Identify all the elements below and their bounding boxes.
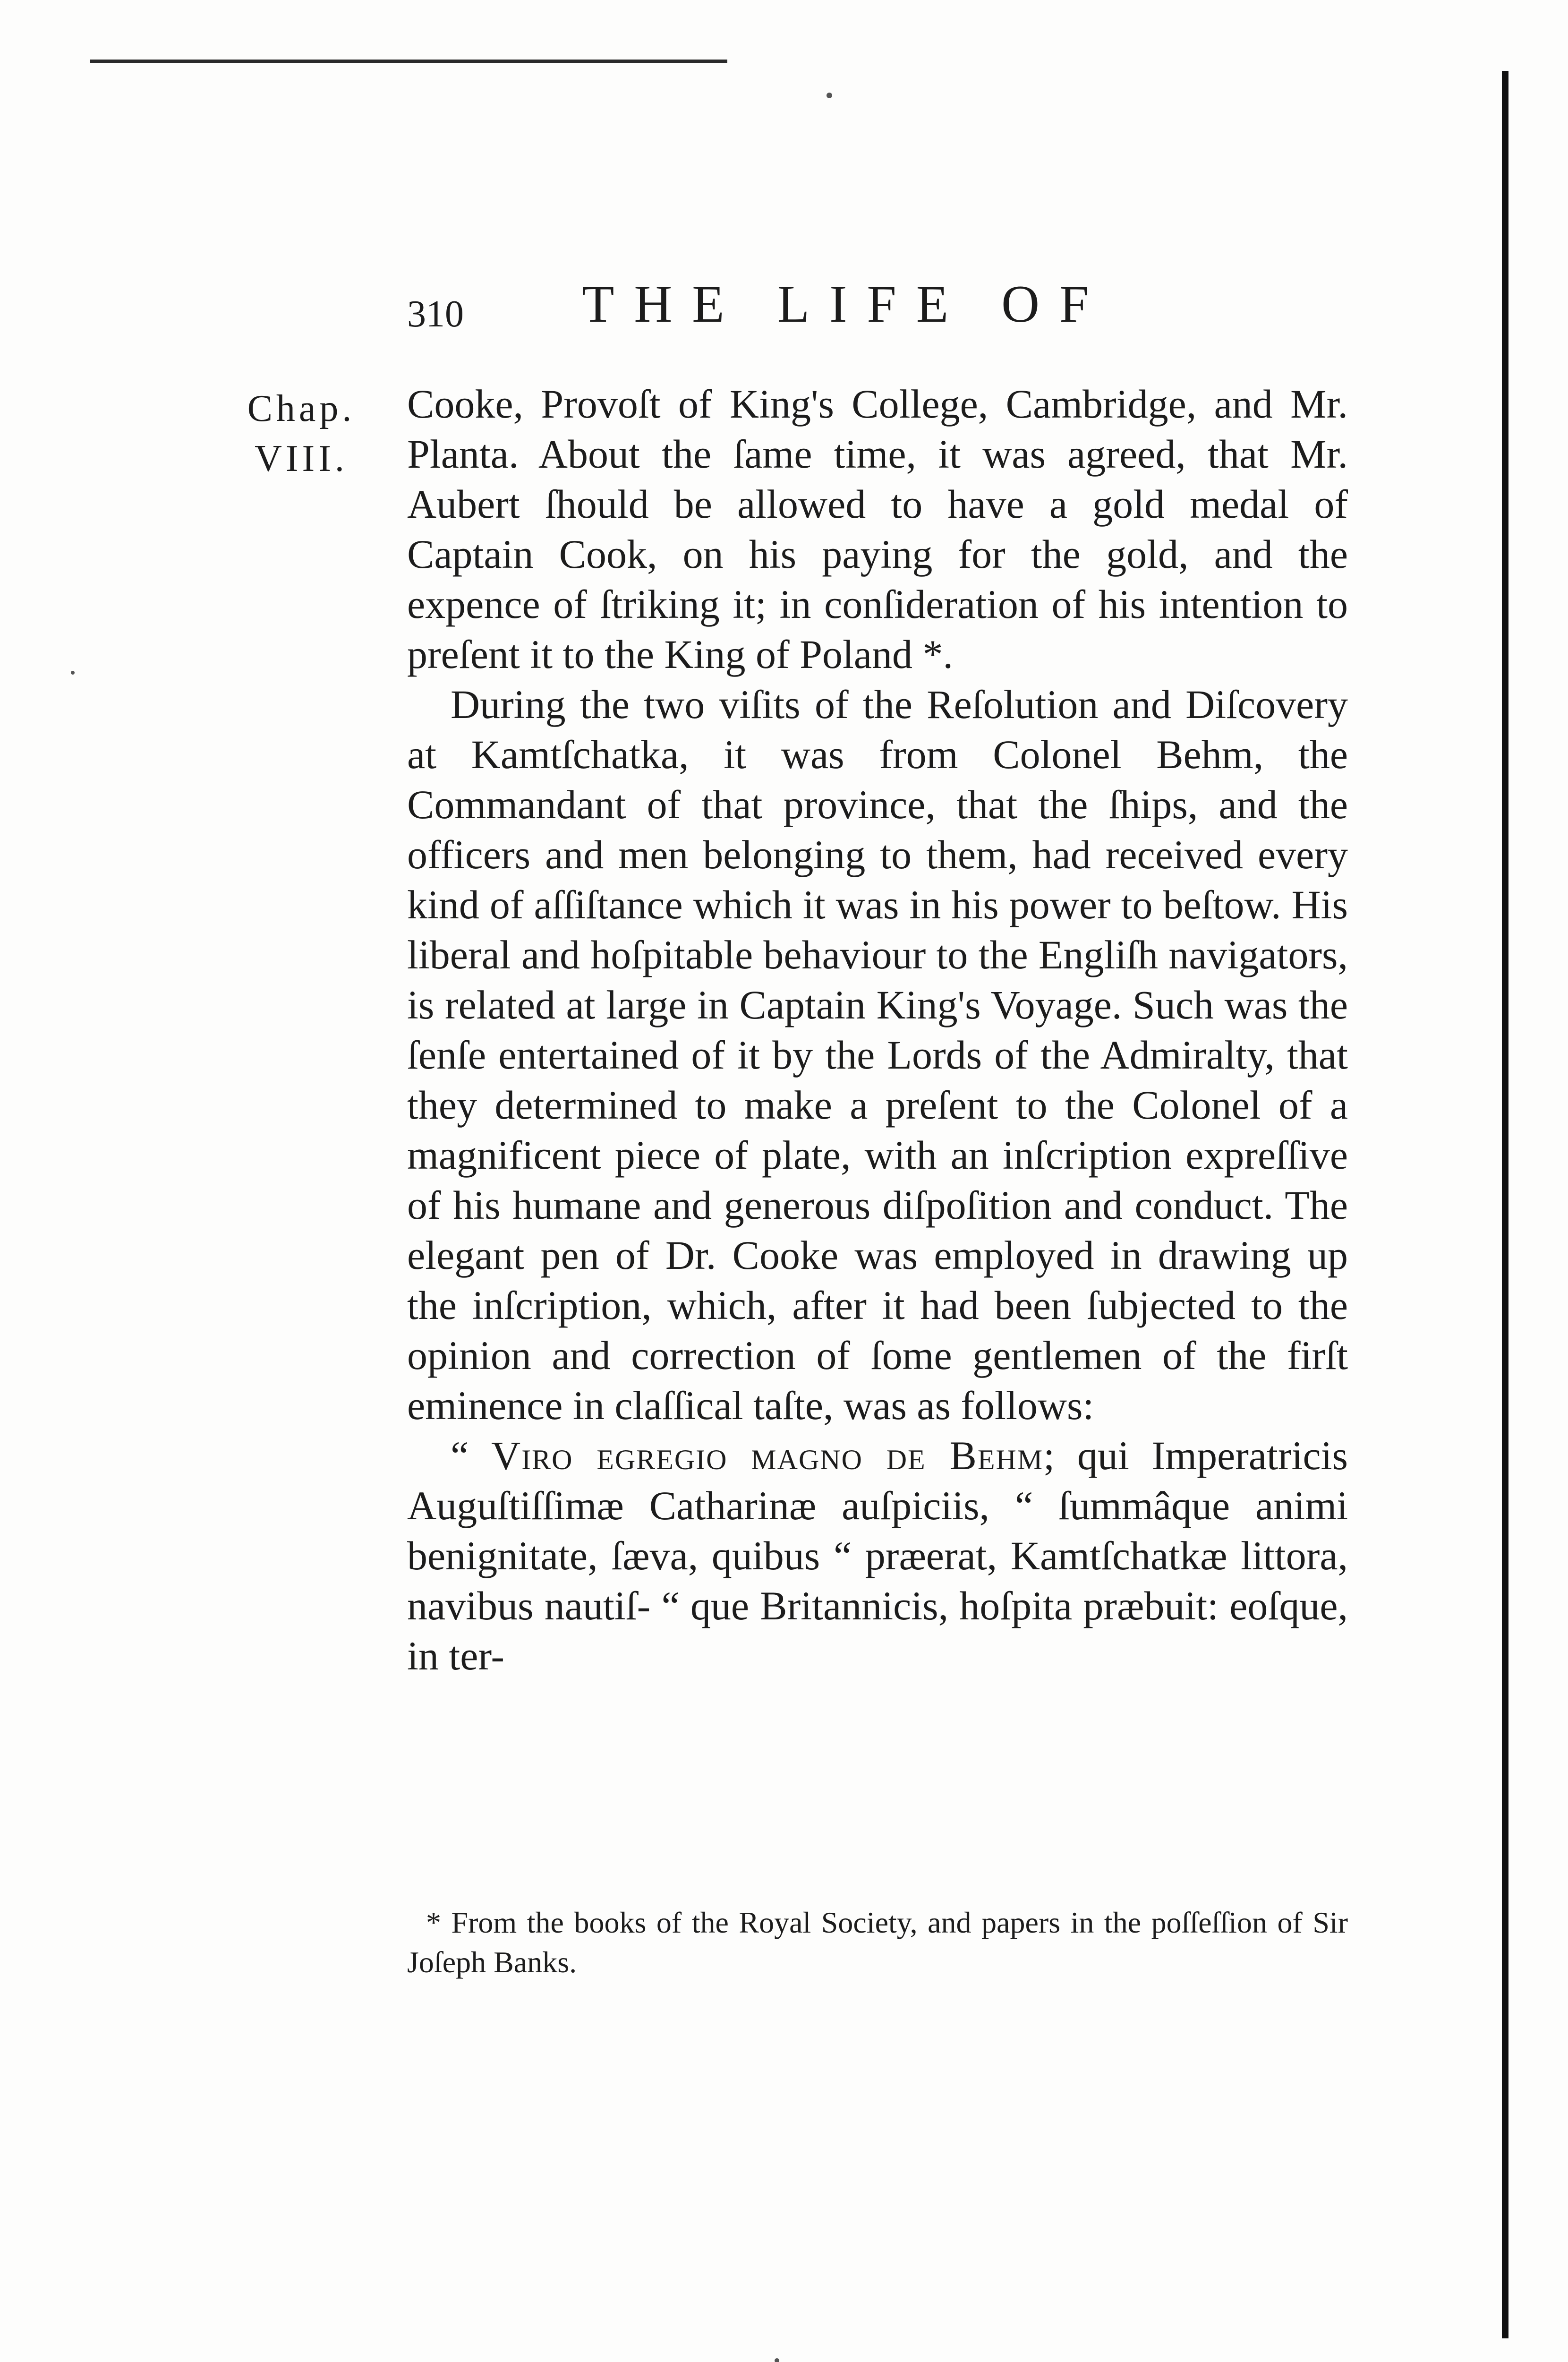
margin-note-chap: Chap. bbox=[247, 388, 356, 429]
ink-speck bbox=[827, 93, 832, 98]
inscription-dedicatee: Viro egregio magno de Behm bbox=[491, 1433, 1044, 1478]
paragraph-continued: Cooke, Provoſt of King's College, Cambridge, and Mr. Planta. About the ſame time, it was agreed, that Mr. Aubert ſhould be allowed to have a gold medal of Captain Cook, on his paying for the gold, and the expence of ſtriking it; in conſideration of his intention to preſent it to the King of Poland *. bbox=[407, 381, 1348, 677]
latin-inscription bbox=[407, 1430, 1348, 1681]
gutter-shadow-line bbox=[1502, 71, 1508, 2338]
quote-mark: “ bbox=[451, 1433, 491, 1478]
footnote: * From the books of the Royal Society, and papers in the poſſeſſion of Sir Joſeph Banks. bbox=[407, 1906, 1348, 1979]
inscription-text: ; qui Imperatricis Auguſtiſſimæ Catharinæ auſpiciis, “ ſummâque animi benignitate, ſæva, quibus “ præerat, Kamtſchatkæ littora, navibus nautiſ- “ que Britannicis, hoſpita præbuit: eoſque, in ter- bbox=[407, 1433, 1348, 1678]
chapter-margin-note bbox=[221, 384, 382, 484]
page-header bbox=[407, 274, 1257, 335]
running-head: THE LIFE OF bbox=[582, 275, 1109, 334]
paragraph-behm: During the two viſits of the Reſolution and Diſcovery at Kamtſchatka, it was from Colonel Behm, the Commandant of that province, that the ſhips, and the officers and men belonging to them, had received every kind of aſſiſtance which it was in his power to beſtow. His liberal and hoſpitable behaviour to the Engliſh navigators, is related at large in Captain King's Voyage. Such was the ſenſe entertained of it by the Lords of the Admiralty, that they determined to make a preſent to the Colonel of a magnificent piece of plate, with an inſcription expreſſive of his humane and generous diſpoſition and conduct. The elegant pen of Dr. Cooke was employed in drawing up the inſcription, which, after it had been ſubjected to the opinion and correction of ſome gentlemen of the firſt eminence in claſſical taſte, was as follows: bbox=[407, 682, 1348, 1428]
page-number: 310 bbox=[407, 293, 464, 335]
main-text bbox=[407, 379, 1348, 1681]
margin-note-number: VIII. bbox=[255, 438, 348, 479]
ink-speck bbox=[71, 671, 75, 675]
ink-speck bbox=[775, 2358, 779, 2362]
top-edge-rule bbox=[90, 60, 727, 63]
